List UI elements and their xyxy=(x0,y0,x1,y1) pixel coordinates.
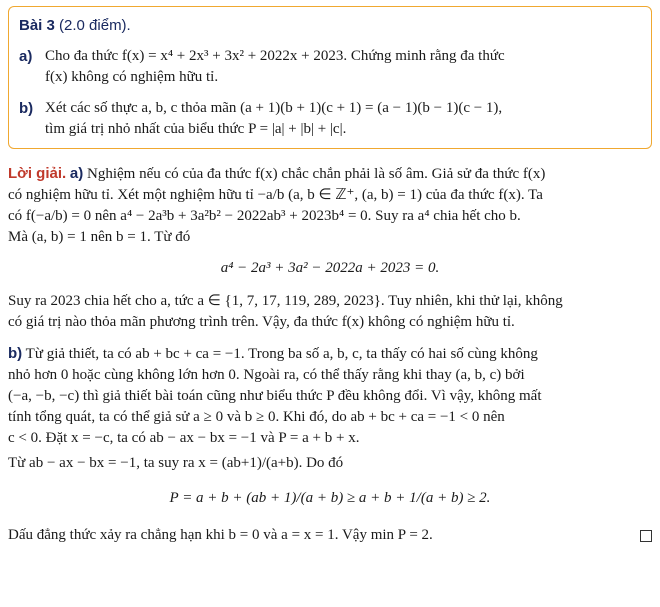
solution-part-b xyxy=(8,343,652,546)
solution-line: Từ ab − ax − bx = −1, ta suy ra x = (ab+1)/(a+b). Do đó xyxy=(8,455,344,471)
qed-square-icon xyxy=(640,530,652,542)
part-a-body xyxy=(45,46,639,88)
solution-line: nhỏ hơn 0 hoặc cùng không lớn hơn 0. Ngoài ra, có thể thấy rằng khi thay (a, b, c) bởi xyxy=(8,367,525,383)
solution-line: c < 0. Đặt x = −c, ta có ab − ax − bx = −1 và P = a + b + x. xyxy=(8,430,360,446)
part-a-line: Cho đa thức f(x) = x⁴ + 2x³ + 3x² + 2022x + 2023. Chứng minh rằng đa thức xyxy=(45,48,505,64)
part-a-line: f(x) không có nghiệm hữu tỉ. xyxy=(45,69,219,85)
problem-box xyxy=(8,6,652,149)
problem-part-b xyxy=(19,98,639,140)
solution-line: (−a, −b, −c) thì giả thiết bài toán cũng như biểu thức P đều không đổi. Vì vậy, không mất xyxy=(8,388,542,404)
solution-b-label: b) xyxy=(8,345,23,362)
problem-title xyxy=(19,15,639,36)
problem-title-text: Bài 3 xyxy=(19,17,55,34)
solution-line: có giá trị nào thỏa mãn phương trình trên. Vậy, đa thức f(x) không có nghiệm hữu tỉ. xyxy=(8,314,515,330)
part-b-body xyxy=(45,98,639,140)
part-b-label: b) xyxy=(19,100,34,117)
part-b-line: Xét các số thực a, b, c thỏa mãn (a + 1)(b + 1)(c + 1) = (a − 1)(b − 1)(c − 1), xyxy=(45,100,503,116)
solution-text: Nghiệm nếu có của đa thức f(x) chắc chắn phải là số âm. Giả sử đa thức f(x) xyxy=(87,166,546,182)
problem-part-a xyxy=(19,46,639,88)
solution-line: tính tổng quát, ta có thể giả sử a ≥ 0 và b ≥ 0. Khi đó, do ab + bc + ca = −1 < 0 nên xyxy=(8,409,505,425)
solution-line xyxy=(8,163,652,185)
solution-text: Từ giả thiết, ta có ab + bc + ca = −1. Trong ba số a, b, c, ta thấy có hai số cùng không xyxy=(25,346,538,362)
solution-label: Lời giải. xyxy=(8,165,67,182)
solution-line: Suy ra 2023 chia hết cho a, tức a ∈ {1, 7, 17, 119, 289, 2023}. Tuy nhiên, khi thử lại, không xyxy=(8,293,563,309)
part-a-label: a) xyxy=(19,48,33,65)
solution-line xyxy=(8,343,652,365)
part-b-line: tìm giá trị nhỏ nhất của biểu thức P = |a| + |b| + |c|. xyxy=(45,121,347,137)
solution-line: có f(−a/b) = 0 nên a⁴ − 2a³b + 3a²b² − 2022ab³ + 2023b⁴ = 0. Suy ra a⁴ chia hết cho b. xyxy=(8,208,521,224)
solution-section xyxy=(8,163,652,546)
equation-b: P = a + b + (ab + 1)/(a + b) ≥ a + b + 1/(a + b) ≥ 2. xyxy=(169,490,491,506)
solution-line: Mà (a, b) = 1 nên b = 1. Từ đó xyxy=(8,229,191,245)
solution-text: Dấu đẳng thức xảy ra chẳng hạn khi b = 0 và a = x = 1. Vậy min P = 2. xyxy=(8,527,433,543)
equation-a: a⁴ − 2a³ + 3a² − 2022a + 2023 = 0. xyxy=(220,260,440,276)
solution-line: có nghiệm hữu tỉ. Xét một nghiệm hữu tỉ −a/b (a, b ∈ ℤ⁺, (a, b) = 1) của đa thức f(x). Ta xyxy=(8,187,543,203)
problem-points: (2.0 điểm). xyxy=(59,17,131,34)
solution-line xyxy=(8,525,652,546)
solution-a-label: a) xyxy=(69,165,84,182)
